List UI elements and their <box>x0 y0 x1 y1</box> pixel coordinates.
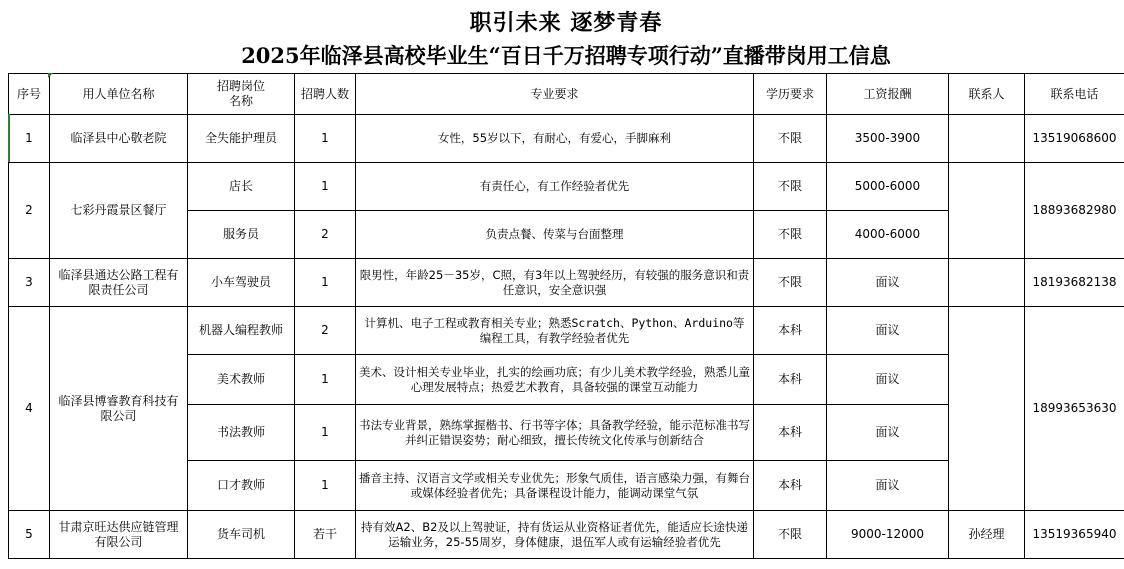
major-requirement: 限男性，年龄25－35岁，C照，有3年以上驾驶经历，有较强的服务意识和责任意识，安全意识强 <box>356 259 754 307</box>
company-name: 临泽县中心敬老院 <box>50 115 188 163</box>
position-name: 口才教师 <box>188 461 295 511</box>
position-name: 服务员 <box>188 211 295 259</box>
header-position-line1: 招聘岗位 <box>216 79 265 93</box>
major-requirement: 计算机、电子工程或教育相关专业；熟悉Scratch、Python、Arduino等编程工具，有教学经验者优先 <box>356 307 754 355</box>
contact-person <box>949 259 1025 307</box>
header-contact: 联系人 <box>949 74 1025 115</box>
hire-count: 1 <box>295 115 356 163</box>
position-name: 美术教师 <box>188 355 295 405</box>
row-no: 4 <box>9 307 50 511</box>
major-requirement: 负责点餐、传菜与台面整理 <box>356 211 754 259</box>
salary: 9000-12000 <box>827 511 949 559</box>
salary: 面议 <box>827 259 949 307</box>
contact-person <box>949 163 1025 259</box>
edu-requirement: 本科 <box>754 461 827 511</box>
position-name: 书法教师 <box>188 405 295 461</box>
phone-number: 18893682980 <box>1025 163 1124 259</box>
contact-person <box>949 307 1025 511</box>
hire-count: 2 <box>295 211 356 259</box>
salary: 面议 <box>827 307 949 355</box>
row-no: 3 <box>9 259 50 307</box>
phone-number: 18993653630 <box>1025 307 1124 511</box>
header-row <box>9 74 1124 115</box>
contact-person <box>949 115 1025 163</box>
position-name: 店长 <box>188 163 295 211</box>
salary: 面议 <box>827 461 949 511</box>
job-table <box>8 73 1124 559</box>
salary: 3500-3900 <box>827 115 949 163</box>
header-position <box>188 74 295 115</box>
edu-requirement: 不限 <box>754 211 827 259</box>
edu-requirement: 本科 <box>754 405 827 461</box>
row-no: 1 <box>9 115 50 163</box>
row-no: 5 <box>9 511 50 559</box>
company-name: 七彩丹霞景区餐厅 <box>50 163 188 259</box>
position-name: 货车司机 <box>188 511 295 559</box>
major-requirement: 女性，55岁以下，有耐心，有爱心，手脚麻利 <box>356 115 754 163</box>
major-requirement: 播音主持、汉语言文学或相关专业优先；形象气质佳，语言感染力强，有舞台或媒体经验者优先；具备课程设计能力，能调动课堂气氛 <box>356 461 754 511</box>
hire-count: 1 <box>295 355 356 405</box>
major-requirement: 书法专业背景，熟练掌握楷书、行书等字体；具备教学经验，能示范标准书写并纠正错误姿势；耐心细致，擅长传统文化传承与创新结合 <box>356 405 754 461</box>
salary: 面议 <box>827 355 949 405</box>
position-name: 机器人编程教师 <box>188 307 295 355</box>
phone-number: 18193682138 <box>1025 259 1124 307</box>
table-row <box>9 115 1124 163</box>
company-name: 临泽县博睿教育科技有限公司 <box>50 307 188 511</box>
header-phone: 联系电话 <box>1025 74 1124 115</box>
header-salary: 工资报酬 <box>827 74 949 115</box>
hire-count: 1 <box>295 461 356 511</box>
salary: 4000-6000 <box>827 211 949 259</box>
hire-count: 1 <box>295 163 356 211</box>
edu-requirement: 本科 <box>754 355 827 405</box>
salary: 面议 <box>827 405 949 461</box>
table-row <box>9 307 1124 355</box>
table-row <box>9 163 1124 211</box>
edu-requirement: 不限 <box>754 163 827 211</box>
page-subtitle: 2025年临泽县高校毕业生“百日千万招聘专项行动”直播带岗用工信息 <box>241 43 891 68</box>
left-margin <box>0 73 8 569</box>
header-major: 专业要求 <box>356 74 754 115</box>
selection-marker <box>8 114 10 162</box>
phone-number: 13519068600 <box>1025 115 1124 163</box>
salary: 5000-6000 <box>827 163 949 211</box>
position-name: 全失能护理员 <box>188 115 295 163</box>
table-row <box>9 259 1124 307</box>
hire-count: 2 <box>295 307 356 355</box>
edu-requirement: 不限 <box>754 511 827 559</box>
edu-requirement: 不限 <box>754 115 827 163</box>
table-row <box>9 511 1124 559</box>
edu-requirement: 不限 <box>754 259 827 307</box>
contact-person: 孙经理 <box>949 511 1025 559</box>
hire-count: 1 <box>295 259 356 307</box>
major-requirement: 有责任心，有工作经验者优先 <box>356 163 754 211</box>
header-no: 序号 <box>9 74 50 115</box>
header-edu: 学历要求 <box>754 74 827 115</box>
cell-comment-indicator <box>48 73 53 78</box>
header-company: 用人单位名称 <box>50 74 188 115</box>
company-name: 临泽县通达公路工程有限责任公司 <box>50 259 188 307</box>
header-position-line2: 名称 <box>228 94 253 108</box>
position-name: 小车驾驶员 <box>188 259 295 307</box>
hire-count: 1 <box>295 405 356 461</box>
title-block <box>8 0 1124 74</box>
row-no: 2 <box>9 163 50 259</box>
hire-count: 若干 <box>295 511 356 559</box>
page-title: 职引未来 逐梦青春 <box>469 10 663 36</box>
major-requirement: 美术、设计相关专业毕业，扎实的绘画功底；有少儿美术教学经验，熟悉儿童心理发展特点；热爱艺术教育，具备较强的课堂互动能力 <box>356 355 754 405</box>
edu-requirement: 本科 <box>754 307 827 355</box>
phone-number: 13519365940 <box>1025 511 1124 559</box>
major-requirement: 持有效A2、B2及以上驾驶证，持有货运从业资格证者优先，能适应长途快递运输业务，25-55周岁，身体健康，退伍军人或有运输经验者优先 <box>356 511 754 559</box>
header-count: 招聘人数 <box>295 74 356 115</box>
company-name: 甘肃京旺达供应链管理有限公司 <box>50 511 188 559</box>
